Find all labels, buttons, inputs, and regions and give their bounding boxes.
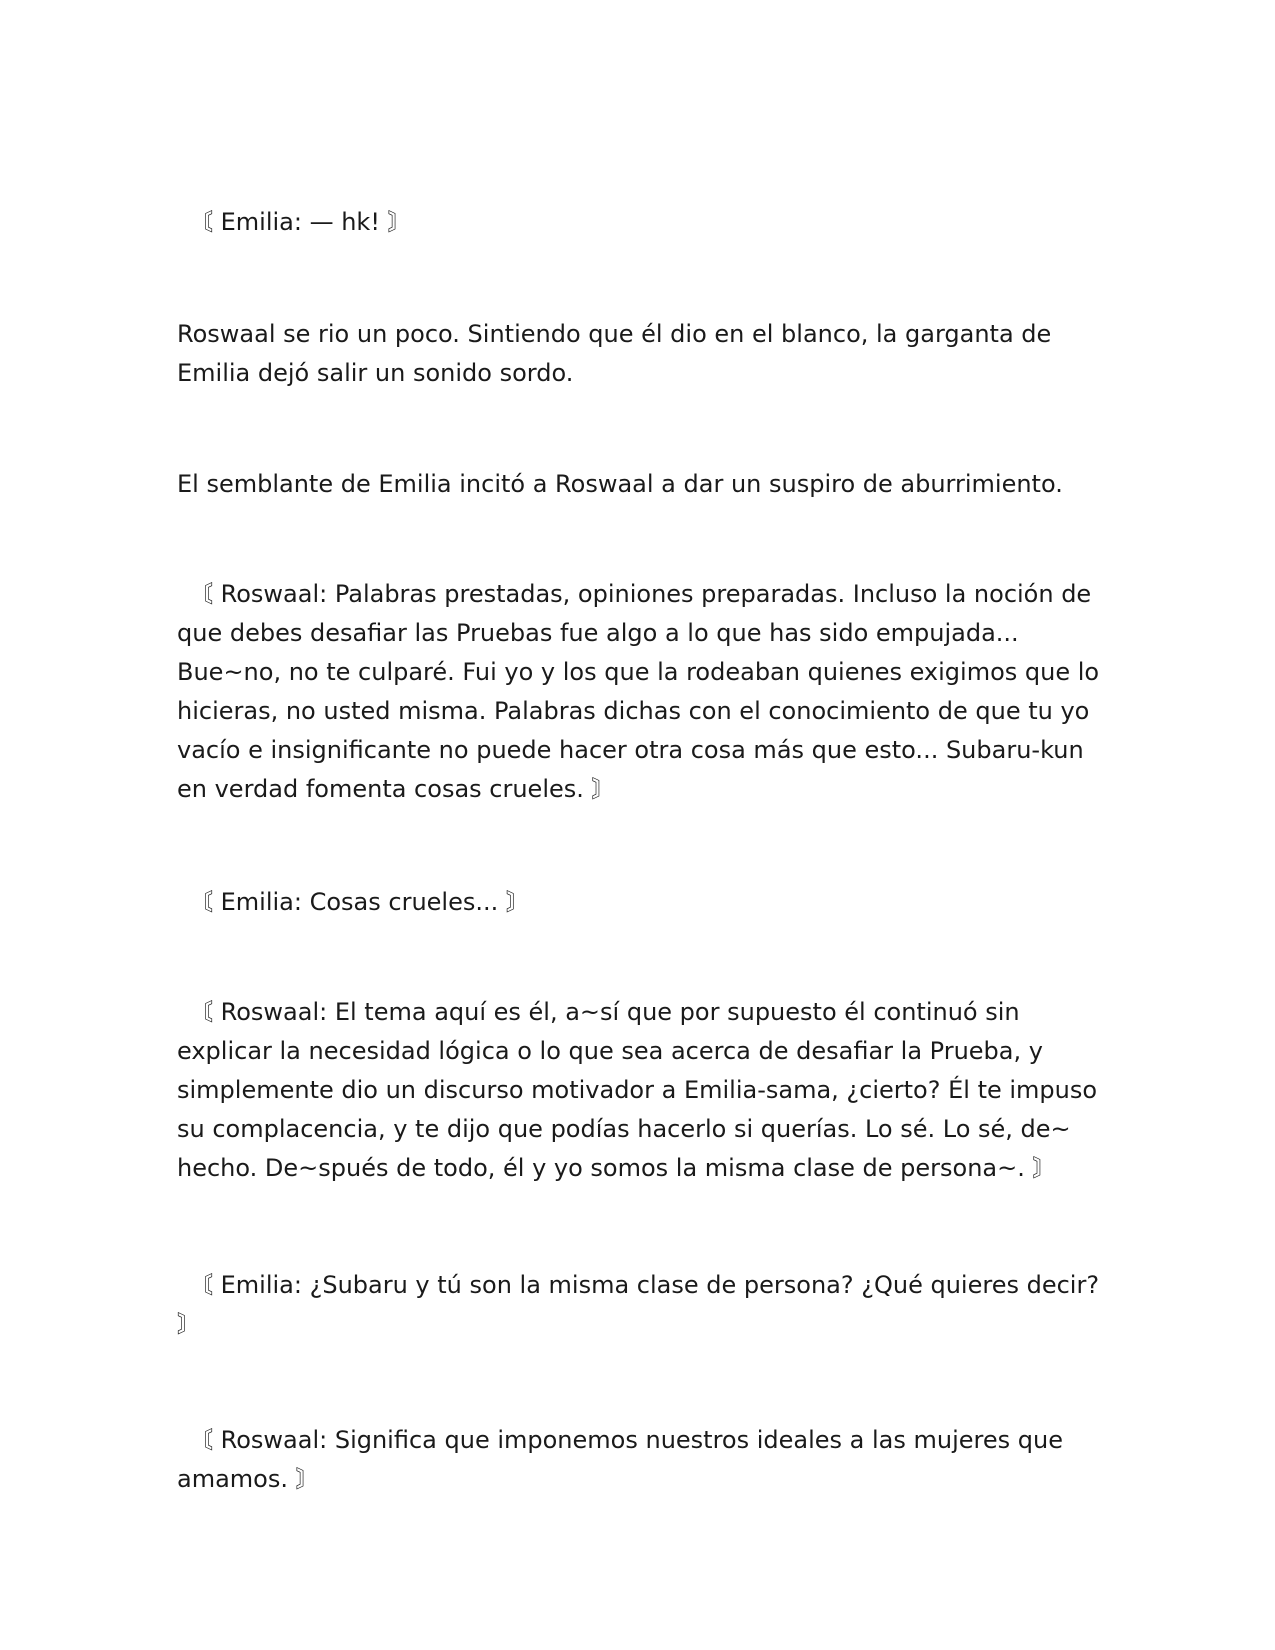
dialogue-emilia-same-kind: 〘 Emilia: ¿Subaru y tú son la misma clase de persona? ¿Qué quieres decir? 〙 — [177, 1271, 1100, 1338]
narration-emilia-sigh: El semblante de Emilia incitó a Roswaal a dar un suspiro de aburrimiento. — [177, 470, 1063, 498]
dialogue-roswaal-subject-is-him: 〘 Roswaal: El tema aquí es él, a~sí que por supuesto él continuó sin explicar la necesidad lógica o lo que sea acerca de desafiar la Prueba, y simplemente dio un discurso motivador a Emilia-sama, ¿cierto? Él te impuso su complacencia, y te dijo que podías hacerlo si querías. Lo sé. Lo sé, de~ hecho. De~spués de todo, él y yo somos la misma clase de persona~. 〙 — [177, 998, 1098, 1182]
narration-roswaal-laughs: Roswaal se rio un poco. Sintiendo que él dio en el blanco, la garganta de Emilia dejó salir un sonido sordo. — [177, 320, 1052, 387]
dialogue-emilia-hk: 〘 Emilia: — hk! 〙 — [189, 208, 412, 236]
dialogue-roswaal-borrowed-words: 〘 Roswaal: Palabras prestadas, opiniones preparadas. Incluso la noción de que debes desafiar las Pruebas fue algo a lo que has sido empujada... Bue~no, no te culparé. Fui yo y los que la rodeaban quienes exigimos que lo hicieras, no usted misma. Palabras dichas con el conocimiento de que tu yo vacío e insignificante no puede hacer otra cosa más que esto... Subaru-kun en verdad fomenta cosas crueles. 〙 — [177, 580, 1100, 803]
dialogue-emilia-cruel-things: 〘 Emilia: Cosas crueles... 〙 — [189, 888, 530, 916]
dialogue-roswaal-ideals: 〘 Roswaal: Significa que imponemos nuestros ideales a las mujeres que amamos. 〙 — [177, 1426, 1063, 1493]
